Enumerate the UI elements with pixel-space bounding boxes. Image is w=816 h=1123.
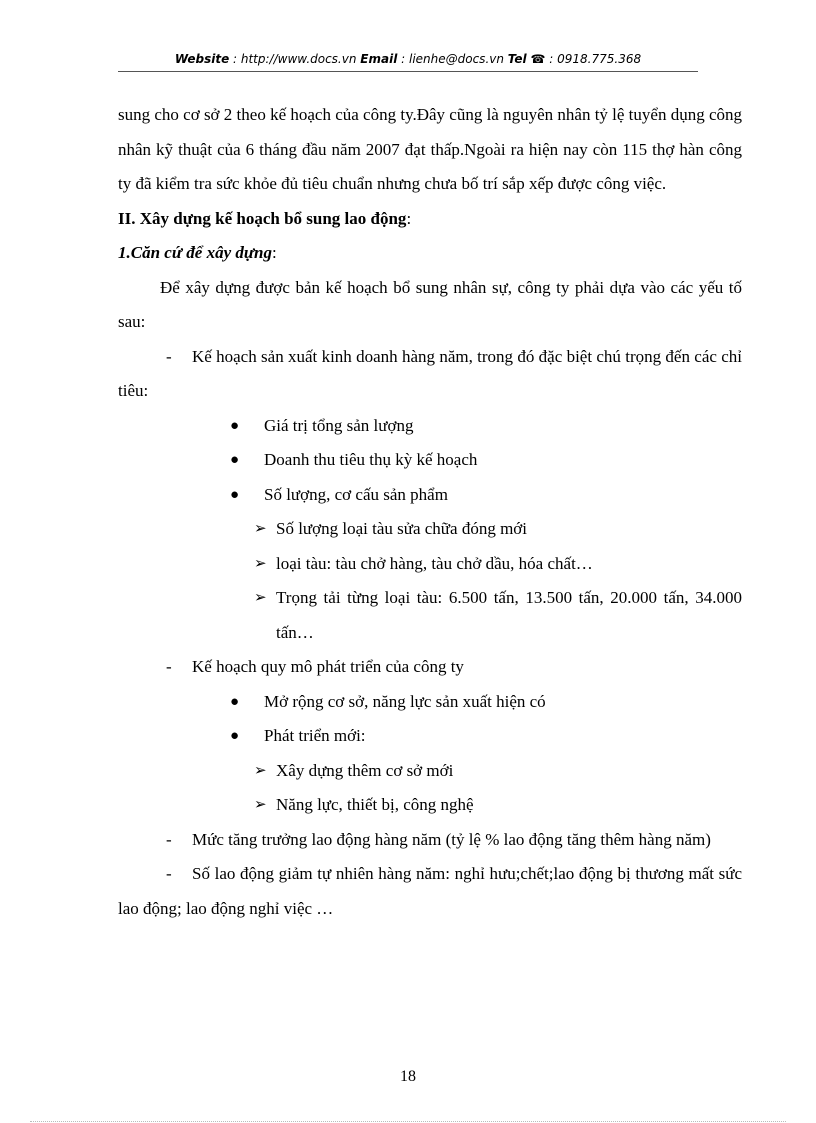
arrow-item-text: Xây dựng thêm cơ sở mới [276,760,454,780]
bullet-item-text: Số lượng, cơ cấu sản phẩm [264,484,448,504]
tel-label: Tel [507,52,527,66]
section-heading-text: II. Xây dựng kế hoạch bổ sung lao động [118,208,407,228]
bullet-icon: ● [230,693,240,710]
bullet-item-text: Phát triển mới: [264,726,366,745]
header-divider [118,71,698,72]
arrow-item [118,512,742,547]
arrow-item [118,754,742,789]
page-number: 18 [400,1068,416,1085]
subsection-heading-colon: : [272,243,277,262]
dash-item-text: Kế hoạch quy mô phát triển của công ty [192,657,464,676]
bullet-item [118,685,742,720]
bullet-icon: ● [230,452,240,468]
arrow-item-text: loại tàu: tàu chở hàng, tàu chở dầu, hóa chất… [276,553,593,573]
page-header [118,52,698,66]
dash-marker: - [166,657,172,676]
bullet-item-text: Mở rộng cơ sở, năng lực sản xuất hiện có [264,691,546,711]
bullet-icon: ● [230,728,240,744]
bullet-item [118,409,742,444]
bullet-item [118,478,742,513]
arrow-item-text: Năng lực, thiết bị, công nghệ [276,795,474,814]
bullet-item [118,443,742,478]
tel-number: : 0918.775.368 [545,52,642,66]
dash-item [118,823,742,858]
website-label: Website [174,52,230,66]
paragraph-continuation: sung cho cơ sở 2 theo kế hoạch của công ty.Đây cũng là nguyên nhân tỷ lệ tuyển dụng công nhân kỹ thuật của 6 tháng đầu năm 2007 đạt thấp.Ngoài ra hiện nay còn 115 thợ hàn công ty đã kiểm tra sức khỏe đủ tiêu chuẩn nhưng chưa bố trí sắp xếp được công việc. [118,105,742,193]
section-heading-colon: : [406,208,412,228]
dash-item-text: Kế hoạch sản xuất kinh doanh hàng năm, trong đó đặc biệt chú trọng đến các chỉ tiêu: [118,346,742,400]
page-bottom-border [30,1121,786,1122]
dash-marker: - [166,346,172,366]
arrow-item-text: Trọng tải từng loại tàu: 6.500 tấn, 13.500 tấn, 20.000 tấn, 34.000 tấn… [276,588,742,642]
arrow-item-text: Số lượng loại tàu sửa chữa đóng mới [276,519,528,538]
arrow-right-icon: ➢ [254,762,267,779]
bullet-icon: ● [230,486,240,503]
arrow-item [118,547,742,582]
bullet-item-text: Doanh thu tiêu thụ kỳ kế hoạch [264,450,478,469]
email-label: Email [360,52,398,66]
dash-item [118,857,742,926]
arrow-right-icon: ➢ [254,590,267,606]
bullet-item-text: Giá trị tổng sản lượng [264,415,414,435]
subsection-heading-text: 1.Căn cứ để xây dựng [118,243,273,262]
telephone-icon: ☎ [530,52,546,66]
email-address[interactable]: : lienhe@docs.vn [397,52,508,66]
dash-item-text: Mức tăng trưởng lao động hàng năm (tỷ lệ % lao động tăng thêm hàng năm) [192,829,711,849]
dash-marker: - [166,864,172,883]
arrow-right-icon: ➢ [254,555,267,572]
dash-marker: - [166,829,172,849]
subsection-heading [118,236,742,271]
arrow-item [118,788,742,823]
bullet-icon: ● [230,417,240,434]
website-url[interactable]: : http://www.docs.vn [229,52,361,66]
intro-paragraph: Để xây dựng được bản kế hoạch bổ sung nhân sự, công ty phải dựa vào các yếu tố sau: [118,277,742,331]
dash-item [118,340,742,409]
arrow-right-icon: ➢ [254,797,267,813]
arrow-right-icon: ➢ [254,521,267,537]
dash-item [118,650,742,685]
arrow-item [118,581,742,650]
dash-item-text: Số lao động giảm tự nhiên hàng năm: nghỉ hưu;chết;lao động bị thương mất sức lao động; lao động nghỉ việc … [118,864,742,918]
section-heading [118,202,742,237]
document-body [118,98,742,926]
bullet-item [118,719,742,754]
